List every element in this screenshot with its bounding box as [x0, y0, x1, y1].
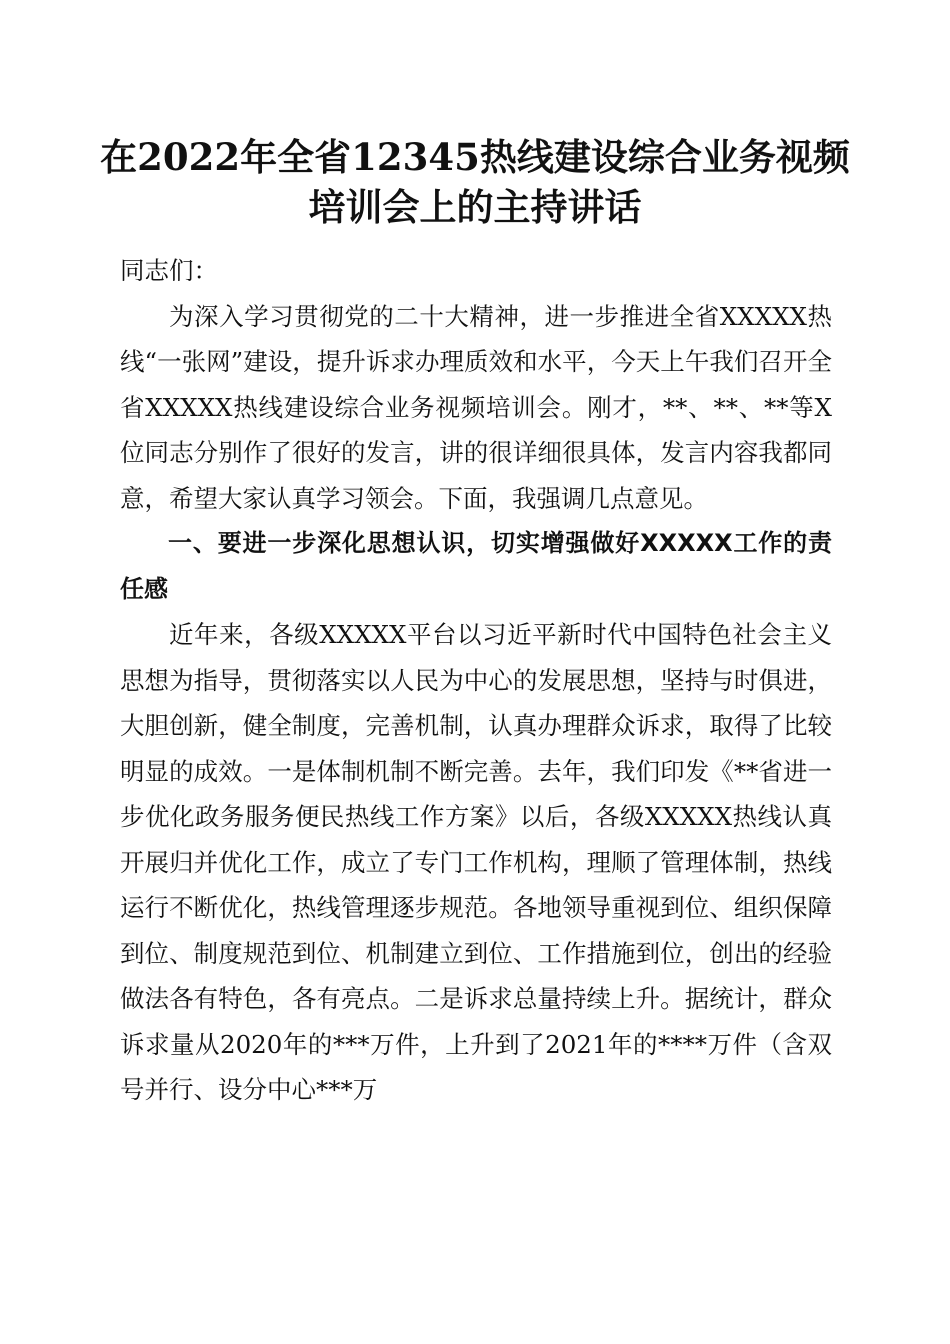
salutation: 同志们： [120, 256, 218, 285]
title-line-2: 培训会上的主持讲话 [308, 185, 642, 229]
section-1-paragraph: 近年来，各级XXXXX平台以习近平新时代中国特色社会主义思想为指导，贯彻落实以人民为中心的发展思想，坚持与时俱进，大胆创新，健全制度，完善机制，认真办理群众诉求，取得了比较明显的成效。一是体制机制不断完善。去年，我们印发《**省进一步优化政务服务便民热线工作方案》以后，各级XXXXX热线认真开展归并优化工作，成立了专门工作机构，理顺了管理体制，热线运行不断优化，热线管理逐步规范。各地领导重视到位、组织保障到位、制度规范到位、机制建立到位、工作措施到位，创出的经验做法各有特色，各有亮点。二是诉求总量持续上升。据统计，群众诉求量从2020年的***万件，上升到了2021年的****万件（含双号并行、设分中心***万 [120, 620, 832, 1104]
title-line-1: 在2022年全省12345热线建设综合业务视频 [100, 135, 850, 179]
document-title [80, 132, 870, 232]
section-heading-1: 一、要进一步深化思想认识，切实增强做好XXXXX工作的责任感 [120, 529, 832, 603]
opening-paragraph: 为深入学习贯彻党的二十大精神，进一步推进全省XXXXX热线“一张网”建设，提升诉求办理质效和水平，今天上午我们召开全省XXXXX热线建设综合业务视频培训会。刚才，**、**、**等X位同志分别作了很好的发言，讲的很详细很具体，发言内容我都同意，希望大家认真学习领会。下面，我强调几点意见。 [120, 301, 832, 513]
document-body [120, 248, 832, 1113]
